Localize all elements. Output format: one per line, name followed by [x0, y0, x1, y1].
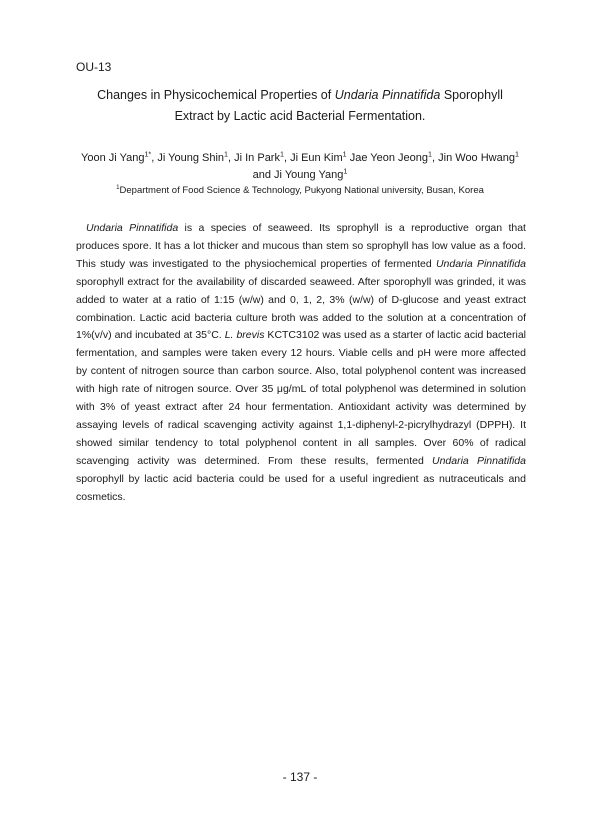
author-mark: 1	[279, 150, 284, 159]
species-name: Undaria Pinnatifida	[86, 222, 179, 234]
author-name: Jin Woo Hwang	[438, 152, 515, 164]
title-part2: Sporophyll	[440, 88, 503, 102]
title-part1: Changes in Physicochemical Properties of	[97, 88, 335, 102]
page-number: - 137 -	[282, 770, 318, 784]
species-name: Undaria Pinnatifida	[432, 454, 526, 467]
author-name: Ji Eun Kim	[290, 152, 343, 164]
author-list: Yoon Ji Yang$^{1*}$, Ji Young Shin$^1$, Ji In Park$^1$, Ji Eun Kim$^1$ Jae Yeon Jeong$^1$, Jin Woo Hwang$^1$ and Ji Young Yang$^1$	[81, 150, 519, 181]
author-name: Jae Yeon Jeong	[349, 152, 429, 164]
affiliation-text: Department of Food Science & Technology, Pukyong National university, Busan, Korea	[119, 185, 484, 196]
title-species: Undaria Pinnatifida	[334, 88, 441, 102]
author-mark: 1	[514, 150, 519, 159]
abstract-text: KCTC3102 was used as a starter of lactic acid bacterial fermentation, and samples were taken every 12 hours. Viable cells and pH were more affected by content of nitrogen source than carbon source. Also, total polyphenol content was increased with high rate of nitrogen source. Over 35 μg/mL of total polyphenol was determined in solution with 3% of yeast extract after 24 hour fermentation. Antioxidant activity was determined by assaying levels of radical scavenging activity against 1,1-diphenyl-2-picrylhydrazyl (DPPH). It showed similar tendency to total polyphenol content in all samples. Over 60% of radical scavenging activity was determined. From these results, fermented	[76, 329, 526, 467]
and-word: and	[252, 169, 271, 181]
author-mark: 1	[428, 150, 433, 159]
abstract-code: OU-13	[76, 60, 112, 74]
author-mark: 1	[343, 167, 348, 176]
affiliation	[40, 185, 560, 196]
title-line2: Extract by Lactic acid Bacterial Fermentation.	[174, 109, 426, 123]
author-name: Ji Young Shin	[157, 152, 225, 164]
author-name: Ji In Park	[234, 152, 280, 164]
abstract-text: is a species of seaweed. Its sprophyll is a reproductive organ that produces spore. It has a lot thicker and mucous than stem so sprophyll has low value as a food. This study was investigated to the physiochemical properties of fermented	[76, 222, 526, 270]
abstract-text: sporophyll extract for the availability of discarded seaweed. After sporophyll was grinded, it was added to water at a ratio of 1:15 (w/w) and 0, 1, 2, 3% (w/w) of D-glucose and yeast extract combination. Lactic acid bacteria culture broth was added to the solution at a concentration of 1%(v/v) and incubated at 35°C.	[76, 275, 526, 342]
author-mark: 1	[224, 150, 228, 159]
author-mark: 1*	[144, 150, 152, 159]
species-name: Undaria Pinnatifida	[435, 257, 526, 270]
author-name: Ji Young Yang	[274, 169, 344, 181]
author-mark: 1	[342, 150, 347, 159]
author-name: Yoon Ji Yang	[81, 152, 145, 164]
paper-title	[60, 85, 540, 127]
affiliation-mark: 1	[116, 183, 120, 191]
species-name: L. brevis	[224, 329, 265, 342]
abstract-body	[76, 220, 526, 507]
abstract-text: sporophyll by lactic acid bacteria could be used for a useful ingredient as nutraceuticals and cosmetics.	[76, 472, 526, 503]
